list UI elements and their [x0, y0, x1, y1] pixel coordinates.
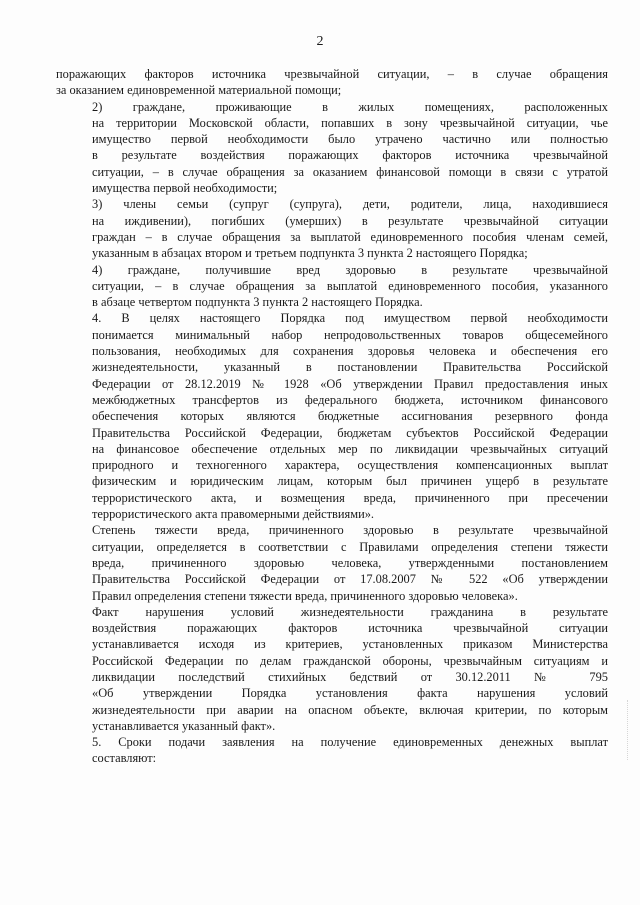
text-line: Правил определения степени тяжести вреда, причиненного здоровью человека». — [92, 588, 518, 603]
text-line: террористического акта, и возмещения вреда, причиненного при пресечении — [92, 490, 608, 505]
page-number: 2 — [316, 34, 324, 49]
paragraph-p2 — [56, 196, 608, 261]
text-line: пользования, необходимых для сохранения здоровья человека и обеспечения его — [92, 344, 608, 359]
text-line: имущества первой необходимости; — [92, 181, 278, 196]
text-line: устанавливается указанный факт». — [92, 718, 276, 733]
text-line: обеспечения которых являются бюджетные ассигнования резервного фонда — [92, 409, 608, 424]
paragraph-p6 — [56, 604, 608, 734]
text-line: поражающих факторов источника чрезвычайной ситуации, – в случае обращения — [56, 67, 608, 81]
text-line: на территории Московской области, попавших в зону чрезвычайной ситуации, чье — [92, 115, 608, 130]
paragraph-p7 — [56, 734, 608, 767]
document-body — [56, 66, 608, 767]
text-line: ситуации, определяется в соответствии с Правилами определения степени тяжести — [92, 539, 608, 554]
text-line: Федерации от 28.12.2019 № 1928 «Об утверждении Правил предоставления иных — [92, 376, 608, 391]
text-line: 4) граждане, получившие вред здоровью в результате чрезвычайной — [92, 262, 608, 277]
paragraph-p0 — [56, 66, 608, 99]
text-line: «Об утверждении Порядка установления факта нарушения условий — [92, 686, 608, 701]
text-line: понимается минимальный набор непродовольственных товаров общесемейного — [92, 327, 608, 342]
paragraph-p3 — [56, 262, 608, 311]
text-line: 4. В целях настоящего Порядка под имуществом первой необходимости — [92, 311, 608, 326]
text-line: природного и техногенного характера, осуществления компенсационных выплат — [92, 458, 608, 473]
paragraph-p5 — [56, 522, 608, 603]
text-line: жизнедеятельности при аварии на опасном объекте, включая критерии, по которым — [92, 702, 608, 717]
paragraph-p1 — [56, 99, 608, 197]
text-line: составляют: — [92, 751, 157, 766]
text-line: 2) граждане, проживающие в жилых помещениях, расположенных — [92, 99, 608, 114]
text-line: на иждивении), погибших (умерших) в результате чрезвычайной ситуации — [92, 213, 608, 228]
text-line: ситуации, – в случае обращения за выплатой единовременного пособия, указанного — [92, 278, 608, 293]
text-line: террористического акта правомерными действиями». — [92, 507, 374, 522]
text-line: ликвидации последствий стихийных бедствий от 30.12.2011 № 795 — [92, 669, 608, 684]
paragraph-p4 — [56, 310, 608, 522]
text-line: 5. Сроки подачи заявления на получение единовременных денежных выплат — [92, 735, 608, 750]
text-line: Правительства Российской Федерации от 17.08.2007 № 522 «Об утверждении — [92, 572, 608, 587]
text-line: ситуации, – в случае обращения за оказанием финансовой помощи в связи с утратой — [92, 164, 608, 179]
text-line: Степень тяжести вреда, причиненного здоровью в результате чрезвычайной — [92, 523, 608, 538]
text-line: указанным в абзацах втором и третьем подпункта 3 пункта 2 настоящего Порядка; — [92, 246, 528, 261]
scan-edge-mark — [627, 700, 634, 760]
text-line: в абзаце четвертом подпункта 3 пункта 2 настоящего Порядка. — [92, 295, 423, 310]
text-line: Российской Федерации по делам гражданской обороны, чрезвычайным ситуациям и — [92, 653, 608, 668]
text-line: Факт нарушения условий жизнедеятельности гражданина в результате — [92, 604, 608, 619]
text-line: вреда, причиненного здоровью человека, утвержденными постановлением — [92, 555, 608, 570]
text-line: на финансовое обеспечение отдельных мер по ликвидации чрезвычайных ситуаций — [92, 441, 608, 456]
text-line: имущество первой необходимости было утрачено частично или полностью — [92, 132, 608, 147]
text-line: воздействия поражающих факторов источника чрезвычайной ситуации — [92, 621, 608, 636]
text-line: физическим и юридическим лицам, которым был причинен ущерб в результате — [92, 474, 608, 489]
text-line: за оказанием единовременной материальной помощи; — [56, 83, 342, 98]
text-line: в результате воздействия поражающих факторов источника чрезвычайной — [92, 148, 608, 163]
text-line: Правительства Российской Федерации, бюджетам субъектов Российской Федерации — [92, 425, 608, 440]
text-line: 3) члены семьи (супруг (супруга), дети, родители, лица, находившиеся — [92, 197, 608, 212]
text-line: граждан – в случае обращения за выплатой единовременного пособия членам семей, — [92, 229, 608, 244]
text-line: межбюджетных трансфертов из федерального бюджета, источником финансового — [92, 392, 608, 407]
text-line: жизнедеятельности, указанный в постановлении Правительства Российской — [92, 360, 608, 375]
text-line: устанавливается исходя из критериев, установленных приказом Министерства — [92, 637, 608, 652]
